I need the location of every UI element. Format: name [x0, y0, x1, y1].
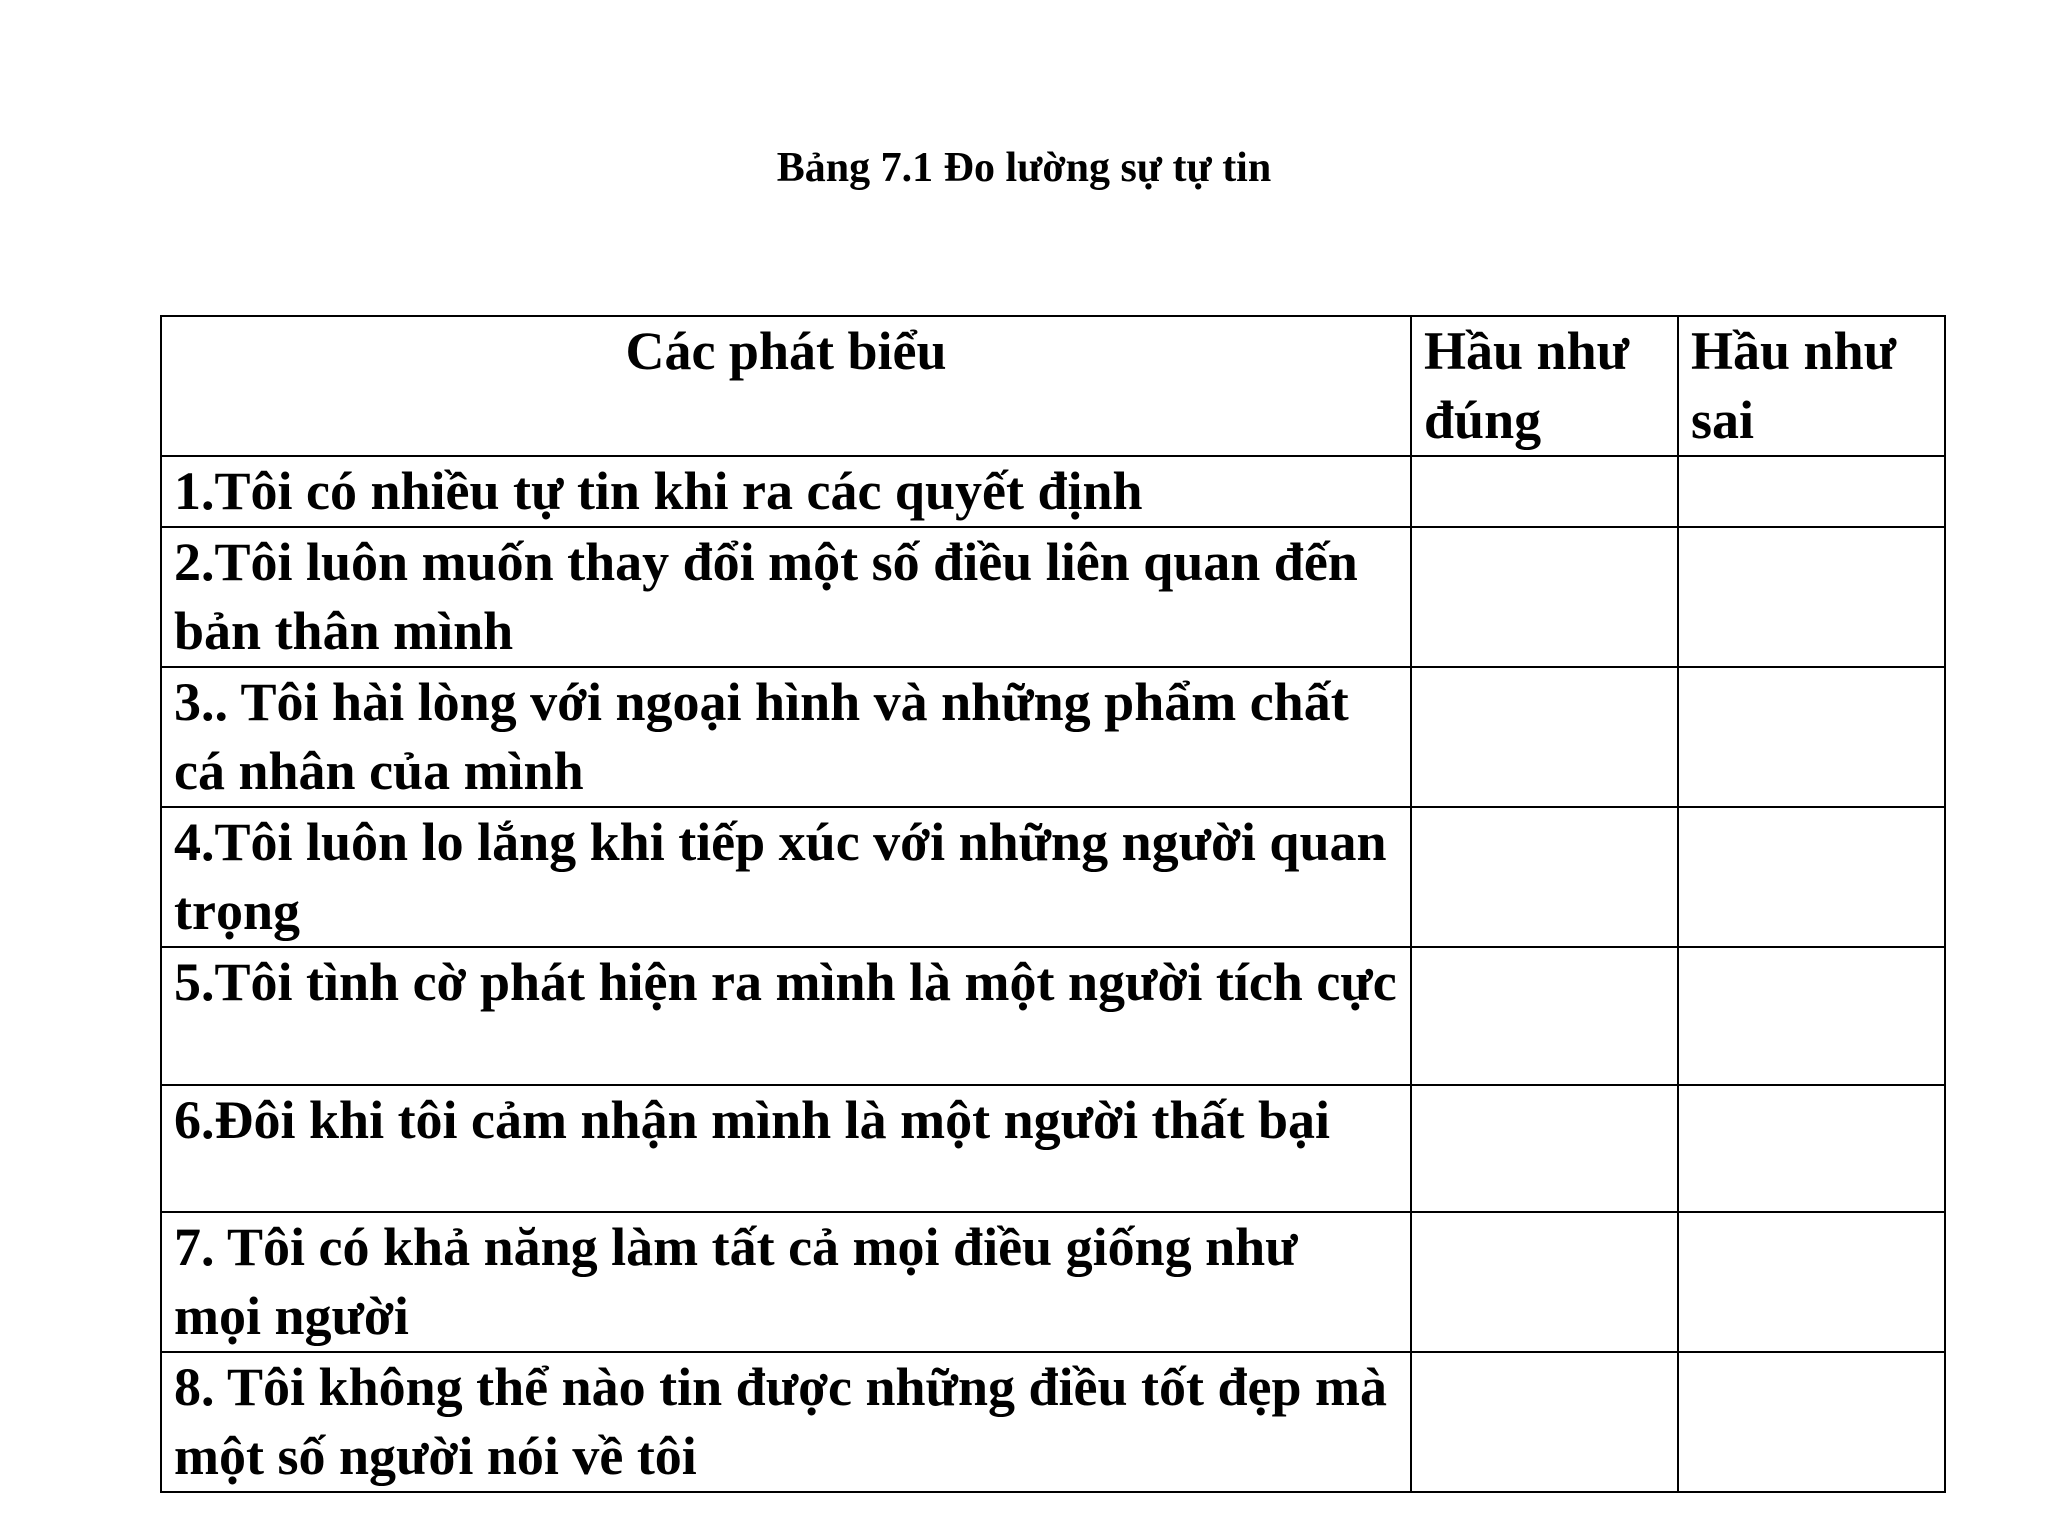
- table-row: [161, 1352, 1945, 1492]
- header-mostly-false: Hầu như sai: [1678, 316, 1945, 456]
- statement-cell: 1.Tôi có nhiều tự tin khi ra các quyết định: [161, 456, 1411, 527]
- statement-cell: 5.Tôi tình cờ phát hiện ra mình là một người tích cực: [161, 947, 1411, 1085]
- table-row: [161, 527, 1945, 667]
- table-row: [161, 667, 1945, 807]
- statement-cell: 2.Tôi luôn muốn thay đổi một số điều liên quan đến bản thân mình: [161, 527, 1411, 667]
- page-title: Bảng 7.1 Đo lường sự tự tin: [776, 145, 1272, 191]
- mostly-true-cell[interactable]: [1411, 1085, 1678, 1212]
- mostly-false-cell[interactable]: [1678, 1212, 1945, 1352]
- statement-cell: 7. Tôi có khả năng làm tất cả mọi điều giống như mọi người: [161, 1212, 1411, 1352]
- mostly-false-cell[interactable]: [1678, 667, 1945, 807]
- table-row: [161, 456, 1945, 527]
- header-statements: Các phát biểu: [161, 316, 1411, 456]
- table-row: [161, 807, 1945, 947]
- mostly-false-cell[interactable]: [1678, 1352, 1945, 1492]
- table-row: [161, 947, 1945, 1085]
- self-confidence-table: [160, 315, 1946, 1493]
- mostly-false-cell[interactable]: [1678, 807, 1945, 947]
- mostly-true-cell[interactable]: [1411, 456, 1678, 527]
- statement-cell: 3.. Tôi hài lòng với ngoại hình và những phẩm chất cá nhân của mình: [161, 667, 1411, 807]
- mostly-true-cell[interactable]: [1411, 527, 1678, 667]
- table-header-row: [161, 316, 1945, 456]
- table-row: [161, 1212, 1945, 1352]
- mostly-false-cell[interactable]: [1678, 1085, 1945, 1212]
- statement-cell: 4.Tôi luôn lo lắng khi tiếp xúc với những người quan trọng: [161, 807, 1411, 947]
- table-row: [161, 1085, 1945, 1212]
- mostly-true-cell[interactable]: [1411, 807, 1678, 947]
- mostly-true-cell[interactable]: [1411, 1212, 1678, 1352]
- mostly-true-cell[interactable]: [1411, 667, 1678, 807]
- statement-cell: 6.Đôi khi tôi cảm nhận mình là một người thất bại: [161, 1085, 1411, 1212]
- mostly-true-cell[interactable]: [1411, 947, 1678, 1085]
- statement-cell: 8. Tôi không thể nào tin được những điều tốt đẹp mà một số người nói về tôi: [161, 1352, 1411, 1492]
- header-mostly-true: Hầu như đúng: [1411, 316, 1678, 456]
- mostly-false-cell[interactable]: [1678, 456, 1945, 527]
- mostly-true-cell[interactable]: [1411, 1352, 1678, 1492]
- mostly-false-cell[interactable]: [1678, 947, 1945, 1085]
- mostly-false-cell[interactable]: [1678, 527, 1945, 667]
